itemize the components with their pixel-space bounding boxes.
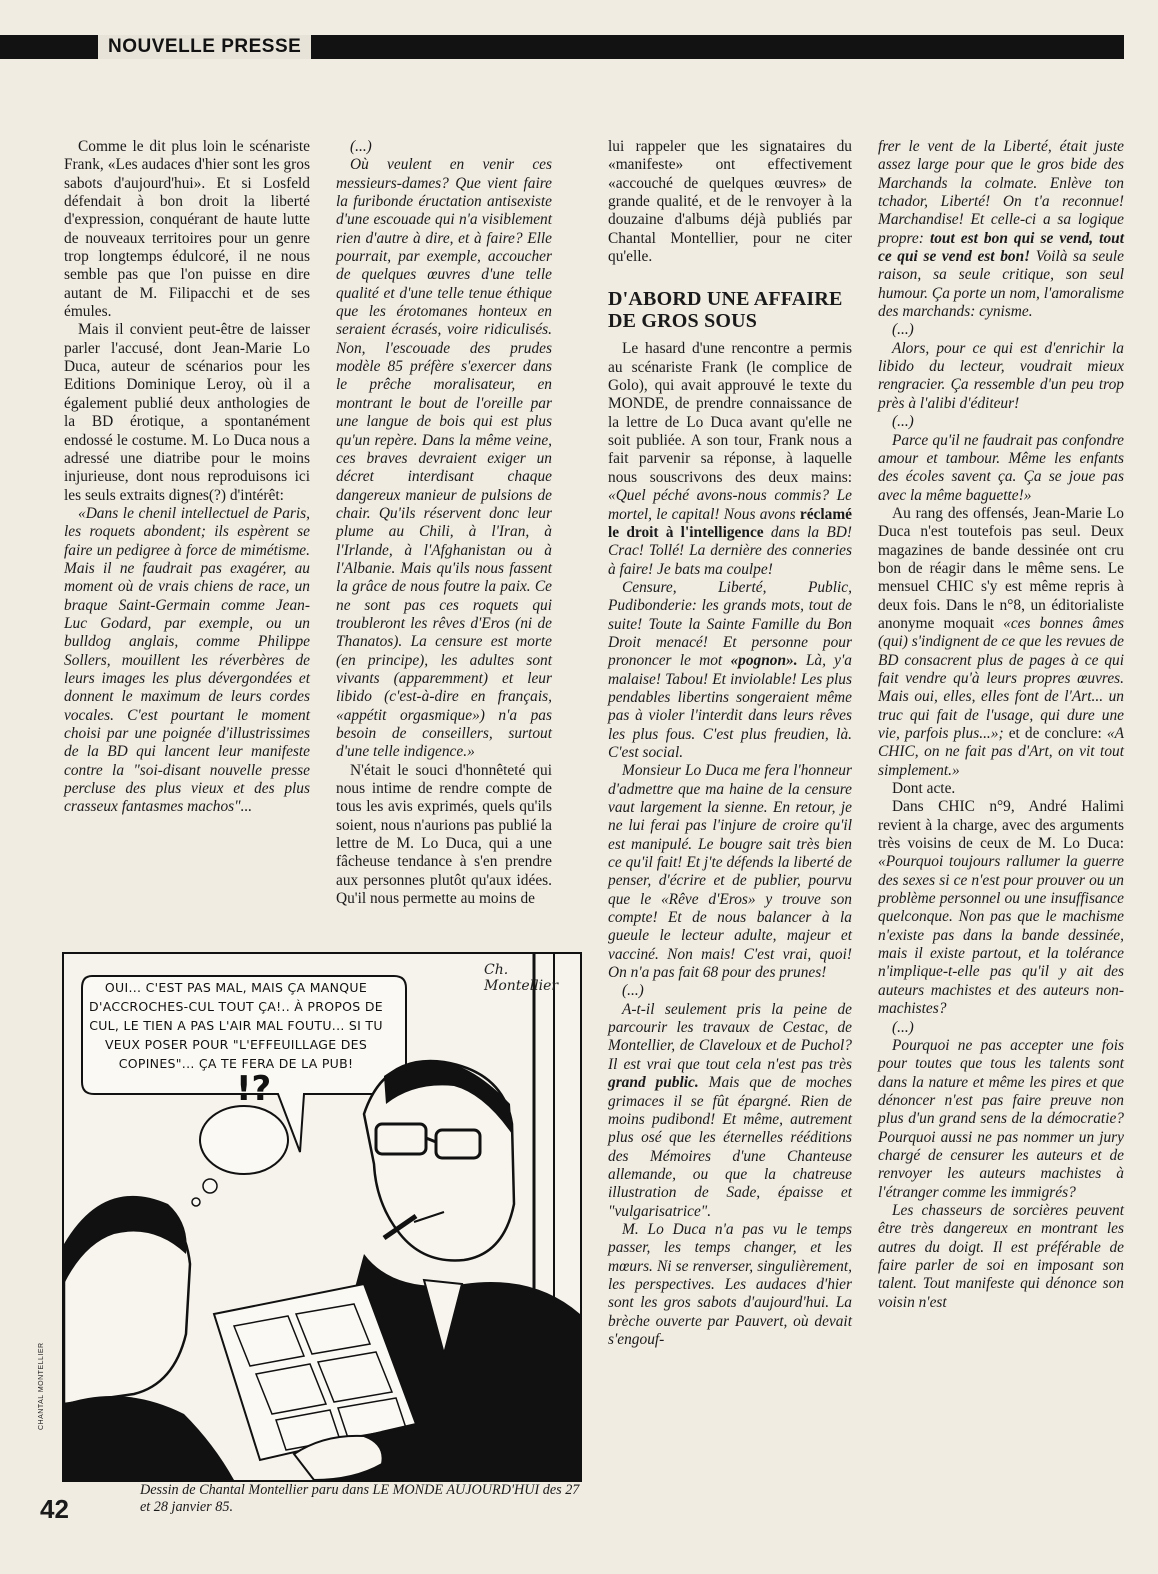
thought-dot [192, 1198, 200, 1206]
bold-run: tout est bon qui se vend, tout ce qui se vend est bon! [878, 229, 1124, 266]
text-run: Là, y'a malaise! Tabou! Et inviolable! Les plus pendables libertins songeraient même pas à violer l'interdit dans leurs rêves les plus fous. C'est plus freudien, là. C'est social. [608, 652, 852, 761]
quote-paragraph: Où veulent en venir ces messieurs-dames? Que vient faire la furibonde éructation antisexiste d'une escouade qui n'a visiblement rien d'autre à dire, et à faire? Elle pourrait, par exemple, accoucher de quelques œuvres d'une telle qualité et d'une telle tenue éthique que les érotomanes honteux en seraient écrasés, voire ridiculisés. Non, l'escouade des prudes modèle 85 préfère s'exercer dans le prêche moralisateur, en montrant le bout de l'oreille par une langue de bois qui est plus qu'un repère. Dans la même veine, ces braves devraient exiger un décret interdisant chaque dangereux manieur de pulsions de chair. Qu'ils réservent donc leur plume au Chili, à l'Iran, à l'Irlande, à l'Afghanistan ou à l'Albanie. Mais qu'ils nous fassent la grâce de nous foutre la paix. Ce ne sont pas ces roquets qui troubleront les rêves d'Eros (ni de Thanatos). La censure est morte (en principe), les adultes sont vivants (apparemment) et leur libido (c'est-à-dire en français, «appétit orgasmique») n'a pas besoin de conseillers, surtout d'une telle indigence.» [336, 156, 552, 761]
text-run: Le hasard d'une rencontre a permis au scénariste Frank (le complice de Golo), qui avait approuvé le texte du MONDE, de prendre connaissance de la lettre de Lo Duca avant qu'elle ne soit publiée. A son tour, Frank nous a fait parvenir sa réponse, à laquelle nous souscrivons des deux mains: [608, 340, 852, 486]
section-label: NOUVELLE PRESSE [98, 35, 317, 59]
image-caption: Dessin de Chantal Montellier paru dans LE MONDE AUJOURD'HUI des 27 et 28 janvier 85. [140, 1482, 580, 1515]
thought-dot [203, 1179, 217, 1193]
quote-paragraph: «Dans le chenil intellectuel de Paris, les roquets abondent; ils espèrent se faire un pedigree à force de mimétisme. Mais il ne faudrait pas exagérer, au moment où de vrais chiens de race, un braque Saint-Germain comme Jean-Luc Godard, par exemple, ou un bulldog anglais, comme Philippe Sollers, mouillent les réverbères de leurs images les plus dévergondées et donnent le maximum de leurs cordes vocales. C'est pourtant le moment choisi par une poignée d'illustrissimes de la BD qui lancent leur manifeste contre la "soi-disant nouvelle presse percluse des plus vieux et des plus crasseux fantasmes machos"... [64, 504, 310, 816]
quote-paragraph: Parce qu'il ne faudrait pas confondre amour et tambour. Même les enfants des écoles savent ça. Ça se joue pas avec la même baguette!» [878, 431, 1124, 504]
article-column-3 [608, 138, 852, 1349]
quote-paragraph: Les chasseurs de sorcières peuvent être très dangereux en montrant les autres du doigt. Il est préférable de faire parler de soi en imposant son talent. Tout manifeste qui dénonce son voisin n'est [878, 1201, 1124, 1311]
page-number: 42 [40, 1494, 69, 1524]
paragraph [608, 340, 852, 578]
thought-bubble [200, 1106, 288, 1174]
ellipsis: (...) [350, 138, 372, 155]
bold-run: grand public. [608, 1074, 699, 1092]
text-run: frer le vent de la Liberté, était juste assez large pour que le gros bide des Marchands la colmate. Enlève ton tchador, Liberté! On t'a reconnue! Marchandise! Et celle-ci a sa logique propre: [878, 138, 1124, 247]
subheading: D'ABORD UNE AFFAIRE DE GROS SOUS [608, 288, 843, 333]
quote-paragraph: Pourquoi ne pas accepter une fois pour toutes que tous les talents sont dans la nature et même les pires et que dénoncer n'est pas faire preuve non plus d'un grand sens de la démocratie? Pourquoi aussi ne pas nommer un jury chargé de censurer les auteurs et de renvoyer les auteurs machistes à l'étranger comme les immigrés? [878, 1036, 1124, 1201]
paragraph [878, 798, 1124, 1018]
quote-paragraph [608, 579, 852, 762]
paragraph: Comme le dit plus loin le scénariste Frank, «Les audaces d'hier sont les gros sabots d'aujourd'hui». Et si Losfeld défendait à bon droit la liberté d'expression, conquérant de haute lutte de nouveaux territoires pour un genre trop longtemps édulcoré, il ne nous semble pas que l'on puisse en dire autant de M. Filipacchi et de ses émules. [64, 138, 310, 321]
artist-credit-vertical: CHANTAL MONTELLIER [38, 1342, 45, 1430]
thought-bubble-text: !? [236, 1069, 272, 1109]
quote-run: «ces bonnes âmes (qui) s'indignent de ce que les revues de BD consacrent plus de pages à ce qui fait vendre qu'à leurs propres œuvres. Mais oui, elles, elles font de l'Art... un truc qui fait de l'usage, qui dure une vie, parfois plus...»; [878, 614, 1124, 742]
quote-paragraph: Alors, pour ce qui est d'enrichir la libido du lecteur, voudrait mieux rengracier. Ça ressemble d'un peu trop près à l'alibi d'éditeur! [878, 339, 1124, 412]
text-run: Mais que de moches grimaces il se fût épargné. Rien de moins pudibond! Et même, autrement plus osé que les éternelles rééditions des Mémoires d'une Chanteuse allemande, ou que la chatreuse illustration de Sade, épaisse et "vulgarisatrice". [608, 1074, 852, 1220]
woman-shoulder [64, 1396, 234, 1480]
paragraph: lui rappeler que les signataires du «manifeste» ont effectivement «accouché de quelques œuvres» de grande qualité, et de le renvoyer à la douzaine d'albums déjà publiés par Chantal Montellier, pour ne citer qu'elle. [608, 138, 852, 266]
quote-paragraph: M. Lo Duca n'a pas vu le temps passer, les temps changer, et les mœurs. Ni se renverser, singulièrement, les perspectives. Les audaces d'hier sont les gros sabots d'aujourd'hui. La brèche ouverte par Pauvert, où devait s'engouf- [608, 1220, 852, 1348]
quote-run: «Pourquoi toujours rallumer la guerre des sexes si ce n'est pour prouver ou un problème personnel ou une insuffisance quelconque. Non pas que le machisme n'existe pas dans la bande dessinée, mais il existe partout, et la tolérance n'implique-t-elle pas qu'il y ait des auteurs machistes et des auteurs non-machistes? [878, 853, 1124, 1018]
text-run: Voilà sa seule raison, sa seule critique, son seul humour. Ça porte un nom, l'amoralisme des marchands: cynisme. [878, 248, 1124, 321]
text-run: A-t-il seulement pris la peine de parcourir les travaux de Cestac, de Montellier, de Claveloux et de Puchol? Il est vrai que tout cela n'est pas très [608, 1000, 852, 1073]
quote-run: «Quel péché avons-nous commis? Le mortel, le capital! Nous avons [608, 487, 852, 523]
cartoon-illustration [62, 952, 582, 1482]
quote-paragraph: Monsieur Lo Duca me fera l'honneur d'admettre que ma haine de la censure vaut largement la sienne. En retour, je ne lui ferai pas l'injure de croire qu'il est manipulé. Le bougre sait très bien ce qu'il fait! Et j'te défends la liberté de penser, d'écrire et de publier, pourvu que le «Rêve d'Eros» y trouve son compte! Et de nous balancer à la gueule le lecteur adulte, majeur et vacciné. Non mais! C'est vrai, quoi! On n'a pas fait 68 pour des prunes! [608, 762, 852, 982]
artist-signature: Ch. Montellier [484, 962, 559, 994]
quote-paragraph [608, 1001, 852, 1221]
text-run: Dans CHIC n°9, André Halimi revient à la charge, avec des arguments très voisins de ceux de M. Lo Duca: [878, 798, 1124, 853]
ellipsis: (...) [622, 982, 644, 1000]
ellipsis: (...) [892, 413, 914, 431]
ellipsis: (...) [892, 321, 914, 339]
text-run: Au rang des offensés, Jean-Marie Lo Duca n'est toutefois pas seul. Deux magazines de bande dessinée ont cru bon de réagir dans le même sens. Le mensuel CHIC s'y est même repris à deux fois. Dans le n°8, un éditorialiste anonyme moquait [878, 504, 1124, 632]
article-column-1 [64, 138, 310, 817]
article-column-4 [878, 138, 1124, 1312]
speech-bubble-text: OUI... C'EST PAS MAL, MAIS ÇA MANQUE D'ACCROCHES-CUL TOUT ÇA!.. À PROPOS DE CUL, LE TIEN A PAS L'AIR MAL FOUTU... SI TU VEUX POSER POUR "L'EFFEUILLAGE DES COPINES"... ÇA TE FERA DE LA PUB! [89, 980, 383, 1071]
paragraph: N'était le souci d'honnêteté qui nous intime de rendre compte de tous les avis exprimés, quels qu'ils soient, nous n'aurions pas publié la lettre de M. Lo Duca, qui a une fâcheuse tendance à s'en prendre aux personnes plutôt qu'aux idées. Qu'il nous permette au moins de [336, 761, 552, 908]
ellipsis: (...) [892, 1018, 914, 1036]
bold-run: «pognon». [730, 652, 798, 670]
quote-run: «A CHIC, on ne fait pas d'Art, on vit tout simplement.» [878, 725, 1124, 779]
quote-run: dans la BD! Crac! Tollé! La dernière des conneries à faire! Je bats ma coulpe! [608, 523, 852, 578]
paragraph [878, 505, 1124, 780]
text-run: et de conclure: [1008, 725, 1102, 742]
quote-paragraph [878, 138, 1124, 321]
article-column-2 [336, 138, 552, 908]
paragraph: Dont acte. [892, 780, 956, 798]
text-run: Censure, Liberté, Public, Pudibonderie: les grands mots, tout de suite! Toute la Sainte Famille du Bon Droit menacé! Et personne pour prononcer le mot [608, 578, 852, 670]
bold-run: réclamé le droit à l'intelligence [608, 505, 852, 541]
paragraph: Mais il convient peut-être de laisser parler l'accusé, dont Jean-Marie Lo Duca, auteur de scénarios pour les Editions Dominique Leroy, où il a également publié deux anthologies de la BD érotique, a spontanément endossé le costume. M. Lo Duca nous a adressé une diatribe pour le moins injurieuse, dont nous reproduisons ici les seuls extraits dignes(?) d'intérêt: [64, 321, 310, 504]
